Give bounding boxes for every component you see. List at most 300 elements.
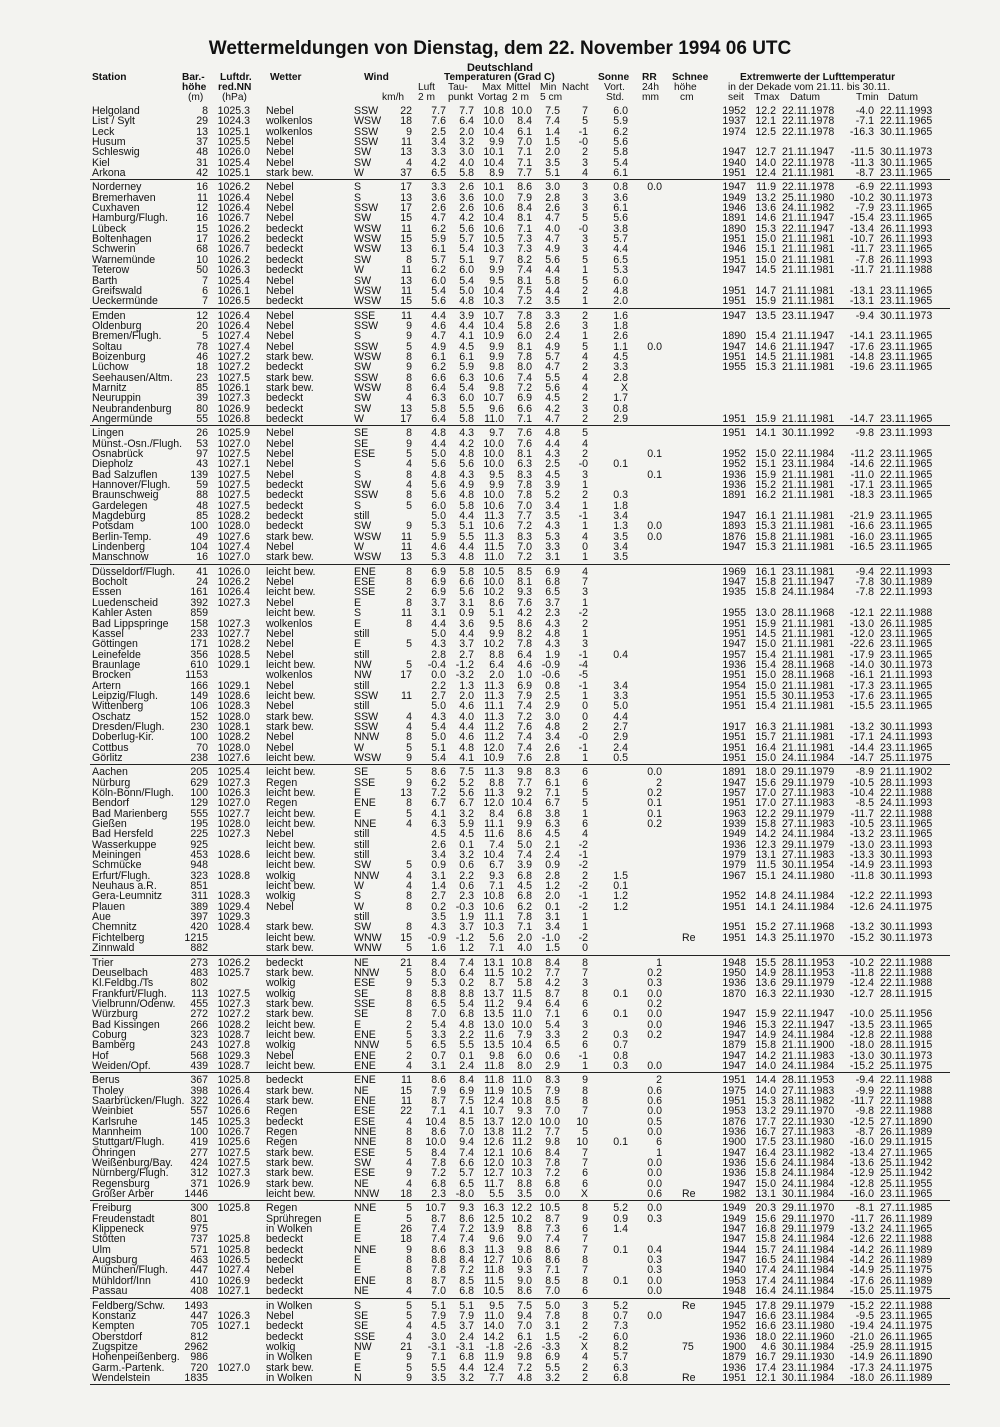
mean-temp-cell: 7.1	[517, 921, 532, 934]
record-since-cell: 1947	[722, 576, 746, 589]
tmax-cell: 16.1	[755, 565, 776, 578]
max-temp-cell: 11.6	[484, 1028, 504, 1041]
air-temp-cell: 3.3	[431, 1028, 446, 1041]
mean-temp-cell: 7.9	[517, 689, 532, 702]
tmax-date-cell: 30.11.1953	[782, 689, 835, 702]
min-temp-cell: 4.4	[545, 437, 560, 450]
sunshine-cell: 5.8	[613, 146, 628, 159]
header-rr2: 24h	[642, 82, 659, 93]
air-temp-cell: 3.6	[431, 191, 446, 204]
max-temp-cell: 11.2	[484, 720, 504, 733]
sunshine-cell: 3.5	[613, 530, 628, 543]
mean-temp-cell: 7.8	[517, 350, 532, 363]
wind-direction-cell: still	[354, 828, 370, 841]
max-temp-cell: 6.4	[489, 658, 504, 671]
sunshine-cell: 0.8	[613, 402, 628, 415]
pressure-cell: 1027.7	[217, 807, 250, 820]
tmax-date-cell: 24.11.1984	[782, 1274, 835, 1287]
bar-height-cell: 139	[190, 468, 208, 481]
air-temp-cell: 6.4	[431, 381, 446, 394]
bar-height-cell: 571	[190, 1243, 208, 1256]
ground-min-cell: 1	[582, 499, 588, 512]
station-group	[90, 106, 950, 180]
bar-height-cell: 925	[190, 838, 208, 851]
station-cell: Leipzig/Flugh.	[92, 689, 158, 702]
tmax-date-cell: 24.11.1984	[782, 1177, 835, 1190]
pressure-cell: 1028.0	[217, 741, 250, 754]
wind-direction-cell: ENE	[354, 797, 376, 810]
max-temp-cell: 8.7	[489, 977, 504, 990]
tmin-date-cell: 23.11.1965	[880, 818, 933, 831]
tmax-date-cell: 21.11.1947	[782, 340, 835, 353]
sunshine-cell: 0.9	[613, 1212, 628, 1225]
station-cell: Magdeburg	[92, 510, 146, 523]
table-row	[90, 608, 950, 618]
tmax-date-cell: 24.11.1984	[782, 828, 835, 841]
station-cell: Regensburg	[92, 1177, 150, 1190]
dew-point-cell: 7.4	[459, 1146, 474, 1159]
pressure-cell: 1027.1	[217, 458, 250, 471]
bar-height-cell: 145	[190, 1115, 208, 1128]
max-temp-cell: 10.8	[483, 105, 504, 117]
precipitation-cell: 1	[656, 956, 662, 969]
wind-direction-cell: W	[354, 264, 364, 277]
station-cell: Stuttgart/Flugh.	[92, 1136, 165, 1149]
wind-speed-cell: 9	[406, 125, 412, 138]
min-temp-cell: 8.3	[545, 1074, 560, 1087]
pressure-cell: 1027.5	[217, 468, 250, 481]
precipitation-cell: 0.1	[647, 448, 662, 460]
tmax-cell: 15.3	[755, 541, 776, 554]
ground-min-cell: 7	[582, 1264, 588, 1277]
ground-min-cell: 5	[582, 427, 588, 440]
wind-speed-cell: 13	[400, 274, 412, 287]
tmax-date-cell: 23.11.1947	[782, 309, 835, 322]
min-temp-cell: 5.4	[545, 1018, 560, 1031]
pressure-cell: 1028.5	[217, 648, 250, 661]
tmax-cell: 16.4	[755, 1146, 776, 1159]
weather-cell: leicht bew.	[266, 1028, 316, 1041]
sunshine-cell: 5.4	[613, 156, 628, 169]
station-cell: Göttingen	[92, 638, 138, 651]
header-nacht2: Nacht	[562, 82, 589, 93]
tmin-cell: -12.8	[849, 1177, 874, 1190]
wind-direction-cell: E	[354, 1361, 362, 1374]
record-since-cell: 1947	[722, 1008, 746, 1021]
pressure-cell: 1026.5	[217, 1254, 250, 1267]
max-temp-cell: 7.4	[489, 838, 504, 851]
air-temp-cell: 5.8	[431, 402, 446, 415]
tmin-cell: -12.1	[849, 607, 874, 620]
ground-min-cell: 3	[582, 586, 588, 599]
tmax-date-cell: 22.11.1978	[782, 181, 835, 194]
tmax-cell: 16.4	[755, 1285, 776, 1298]
tmin-date-cell: 23.11.1965	[880, 350, 933, 363]
min-temp-cell: 0.8	[545, 679, 560, 692]
table-row	[90, 265, 950, 275]
air-temp-cell: 8.6	[431, 1126, 446, 1138]
min-temp-cell: 8.4	[545, 1146, 560, 1159]
sunshine-cell: 7.3	[613, 1320, 628, 1333]
bar-height-cell: 16	[196, 551, 208, 564]
record-since-cell: 1975	[722, 1084, 746, 1097]
station-cell: Potsdam	[92, 520, 134, 533]
station-group	[90, 1203, 950, 1298]
tmax-date-cell: 21.11.1947	[782, 576, 835, 589]
weather-cell: Nebel	[266, 541, 294, 554]
min-temp-cell: 5.5	[545, 1361, 560, 1374]
pressure-cell: 1028.7	[217, 1028, 250, 1041]
dew-point-cell: 5.6	[459, 222, 474, 235]
mean-temp-cell: 7.6	[517, 427, 532, 440]
mean-temp-cell: 8.5	[517, 565, 532, 578]
pressure-cell: 1025.8	[217, 1074, 250, 1087]
wind-speed-cell: 5	[406, 1299, 412, 1312]
tmax-date-cell: 21.11.1981	[782, 520, 835, 533]
tmin-cell: -9.4	[855, 309, 874, 322]
tmax-cell: 14.0	[755, 1084, 776, 1097]
tmin-date-cell: 24.11.1975	[880, 900, 933, 913]
tmax-date-cell: 24.11.1984	[782, 1028, 835, 1041]
wind-direction-cell: NNW	[354, 731, 380, 744]
station-group	[90, 767, 950, 955]
bar-height-cell: 610	[190, 658, 208, 671]
max-temp-cell: 12.7	[483, 1254, 504, 1267]
ground-min-cell: 3	[582, 638, 588, 651]
precipitation-cell: 1	[656, 1146, 662, 1159]
weather-cell: Nebel	[266, 576, 294, 589]
station-cell: Neuruppin	[92, 392, 141, 405]
min-temp-cell: 7.4	[545, 1233, 560, 1246]
sunshine-cell: 6.1	[613, 167, 628, 180]
min-temp-cell: 3.1	[545, 551, 560, 564]
tmin-cell: -10.0	[849, 1008, 874, 1021]
mean-temp-cell: 8.6	[517, 1285, 532, 1298]
tmax-cell: 15.8	[755, 1039, 776, 1052]
tmax-date-cell: 21.11.1981	[782, 638, 835, 651]
tmax-cell: 15.2	[755, 479, 776, 492]
record-since-cell: 1951	[722, 797, 746, 810]
bar-height-cell: 85	[196, 510, 208, 523]
record-since-cell: 1951	[722, 233, 746, 246]
ground-min-cell: -0	[578, 136, 588, 149]
max-temp-cell: 11.3	[484, 787, 504, 799]
weather-cell: bedeckt	[266, 520, 304, 533]
record-since-cell: 1947	[722, 340, 746, 353]
bar-height-cell: 463	[190, 1254, 208, 1267]
weather-cell: stark bew.	[266, 381, 314, 394]
wind-speed-cell: 22	[400, 105, 412, 117]
tmin-cell: -10.5	[849, 776, 874, 789]
tmax-date-cell: 23.11.1984	[782, 1361, 835, 1374]
tmin-date-cell: 22.11.1988	[880, 1074, 933, 1087]
wind-speed-cell: 26	[400, 1223, 412, 1236]
ground-min-cell: X	[580, 1340, 588, 1353]
air-temp-cell: 5.6	[431, 479, 446, 492]
weather-cell: leicht bew.	[266, 931, 316, 944]
mean-temp-cell: 8.0	[517, 1059, 532, 1072]
mean-temp-cell: 7.4	[517, 371, 532, 384]
weather-cell: Nebel	[266, 1049, 294, 1062]
ground-min-cell: 2	[582, 617, 588, 630]
tmax-date-cell: 30.11.1992	[782, 427, 835, 440]
dew-point-cell: 4.5	[459, 828, 474, 841]
pressure-cell: 1025.1	[217, 125, 250, 138]
bar-height-cell: 13	[196, 125, 208, 138]
max-temp-cell: 10.6	[483, 520, 504, 533]
min-temp-cell: 3.3	[545, 1028, 560, 1041]
record-since-cell: 1891	[722, 766, 746, 779]
min-temp-cell: 2.1	[545, 838, 560, 851]
pressure-cell: 1027.3	[217, 596, 250, 609]
max-temp-cell: 7.1	[489, 880, 504, 893]
pressure-cell: 1027.6	[217, 530, 250, 543]
ground-min-cell: 6	[582, 1177, 588, 1190]
air-temp-cell: 8.0	[431, 966, 446, 979]
min-temp-cell: 0.1	[545, 900, 560, 913]
station-cell: Husum	[92, 136, 126, 149]
pressure-cell: 1026.4	[217, 202, 250, 215]
station-cell: Bocholt	[92, 576, 128, 589]
air-temp-cell: 7.2	[431, 787, 446, 799]
tmin-date-cell: 23.11.1965	[880, 700, 933, 713]
mean-temp-cell: 7.7	[517, 510, 532, 523]
min-temp-cell: 2.8	[545, 191, 560, 204]
pressure-cell: 1026.0	[217, 565, 250, 578]
weather-cell: bedeckt	[266, 956, 304, 969]
weather-cell: Nebel	[266, 828, 294, 841]
max-temp-cell: 16.3	[483, 1202, 504, 1215]
bar-height-cell: 737	[190, 1233, 208, 1246]
min-temp-cell: -0.9	[541, 658, 560, 671]
wind-speed-cell: 5	[406, 966, 412, 979]
station-cell: Warnemünde	[92, 253, 156, 266]
wind-direction-cell: WSW	[354, 284, 382, 297]
station-cell: Kempten	[92, 1320, 135, 1333]
station-cell: Leinefelde	[92, 648, 141, 661]
record-since-cell: 1870	[722, 987, 746, 1000]
wind-speed-cell: 4	[406, 1115, 412, 1128]
tmin-date-cell: 22.11.1965	[880, 458, 933, 471]
min-temp-cell: 10.0	[539, 1115, 560, 1128]
station-cell: Bad Kissingen	[92, 1018, 160, 1031]
station-cell: Schwerin	[92, 243, 136, 256]
mean-temp-cell: 8.3	[517, 468, 532, 481]
pressure-cell: 1027.4	[217, 340, 250, 353]
dew-point-cell: -1.2	[455, 931, 474, 944]
wind-direction-cell: still	[354, 510, 370, 523]
record-since-cell: 1951	[722, 295, 746, 308]
mean-temp-cell: 8.4	[517, 115, 532, 128]
pressure-cell: 1027.2	[217, 350, 250, 363]
tmax-cell: 16.1	[755, 510, 776, 523]
wind-direction-cell: SW	[354, 253, 372, 266]
bar-height-cell: 104	[190, 541, 208, 554]
wind-direction-cell: WSW	[354, 530, 382, 543]
station-cell: Greifswald	[92, 284, 143, 297]
tmax-cell: 15.9	[755, 1008, 776, 1021]
tmin-cell: -12.5	[849, 1115, 874, 1128]
mean-temp-cell: 7.6	[517, 596, 532, 609]
pressure-cell: 1027.0	[217, 1361, 250, 1374]
air-temp-cell: 4.3	[431, 638, 446, 651]
dew-point-cell: 2.4	[459, 1059, 474, 1072]
station-cell: Doberlug-Kir.	[92, 731, 154, 744]
tmax-cell: 15.1	[755, 869, 776, 882]
station-cell: Aue	[92, 911, 111, 924]
wind-direction-cell: ESE	[354, 576, 376, 589]
tmax-cell: 16.3	[755, 720, 776, 733]
tmin-date-cell: 27.11.1985	[880, 1202, 933, 1215]
dew-point-cell: 7.9	[459, 1309, 474, 1322]
tmax-date-cell: 23.11.1984	[782, 458, 835, 471]
record-since-cell: 1957	[722, 787, 746, 799]
min-temp-cell: 0.9	[545, 859, 560, 872]
station-cell: Weinbiet	[92, 1105, 134, 1118]
tmin-date-cell: 22.11.1988	[880, 966, 933, 979]
ground-min-cell: 1	[582, 551, 588, 564]
tmax-date-cell: 21.11.1981	[782, 541, 835, 554]
min-temp-cell: 8.5	[545, 1274, 560, 1287]
tmax-date-cell: 22.11.1930	[782, 1115, 835, 1128]
sunshine-cell: 0.7	[613, 1039, 628, 1052]
wind-direction-cell: S	[354, 330, 362, 343]
record-since-cell: 1951	[722, 700, 746, 713]
dew-point-cell: 4.8	[459, 489, 474, 502]
record-since-cell: 1935	[722, 586, 746, 599]
air-temp-cell: 2.3	[431, 1188, 446, 1201]
tmin-date-cell: 26.11.1993	[880, 233, 933, 246]
dew-point-cell: 5.1	[459, 253, 474, 266]
record-since-cell: 1951	[722, 617, 746, 630]
ground-min-cell: 4	[582, 530, 588, 543]
sunshine-cell: 3.4	[613, 679, 628, 692]
ground-min-cell: -1	[578, 890, 588, 903]
max-temp-cell: 11.8	[484, 1059, 504, 1072]
weather-cell: leicht bew.	[266, 849, 316, 862]
sunshine-cell: 1.7	[613, 392, 628, 405]
min-temp-cell: 1.9	[545, 648, 560, 661]
tmin-date-cell: 22.11.1965	[880, 468, 933, 481]
bar-height-cell: 812	[190, 1330, 208, 1343]
bar-height-cell: 37	[196, 136, 208, 149]
dew-point-cell: 8.3	[459, 1243, 474, 1256]
station-cell: Berus	[92, 1074, 120, 1087]
pressure-cell: 1026.9	[217, 1177, 250, 1190]
tmax-cell: 17.5	[755, 1136, 776, 1149]
mean-temp-cell: 8.1	[517, 212, 532, 225]
tmax-cell: 14.0	[755, 156, 776, 169]
station-cell: Großer Arber	[92, 1188, 154, 1201]
dew-point-cell: 5.4	[459, 274, 474, 287]
wind-direction-cell: NNE	[354, 818, 377, 831]
wind-direction-cell: ESE	[354, 1146, 376, 1159]
air-temp-cell: 5.0	[431, 627, 446, 640]
weather-cell: Nebel	[266, 437, 294, 450]
wind-direction-cell: SSE	[354, 776, 376, 789]
dew-point-cell: 2.6	[459, 181, 474, 194]
tmin-cell: -14.6	[849, 458, 874, 471]
weather-cell: stark bew.	[266, 350, 314, 363]
mean-temp-cell: 6.3	[517, 458, 532, 471]
dew-point-cell: 0.6	[459, 880, 474, 893]
sunshine-cell: 6.5	[613, 253, 628, 266]
max-temp-cell: 10.0	[483, 576, 504, 589]
tmin-date-cell: 25.11.1975	[880, 1264, 933, 1277]
dew-point-cell: 4.1	[459, 751, 474, 764]
pressure-cell: 1028.2	[217, 731, 250, 744]
min-temp-cell: 8.7	[545, 1212, 560, 1225]
ground-min-cell: -2	[578, 838, 588, 851]
wind-direction-cell: NW	[354, 658, 372, 671]
pressure-cell: 1028.2	[217, 638, 250, 651]
max-temp-cell: 9.7	[489, 253, 504, 266]
wind-speed-cell: 18	[400, 1188, 412, 1201]
bar-height-cell: 392	[190, 596, 208, 609]
dew-point-cell: 9.3	[459, 1202, 474, 1215]
tmin-date-cell: 23.11.1993	[880, 859, 933, 872]
tmin-cell: -9.5	[855, 1309, 874, 1322]
air-temp-cell: 7.8	[431, 1264, 446, 1277]
mean-temp-cell: -2.6	[513, 1340, 532, 1353]
bar-height-cell: 55	[196, 412, 208, 425]
record-since-cell: 1949	[722, 191, 746, 204]
max-temp-cell: 9.7	[489, 427, 504, 440]
wind-direction-cell: ESE	[354, 448, 376, 460]
dew-point-cell: 2.7	[459, 648, 474, 661]
station-cell: Brocken	[92, 669, 131, 682]
station-cell: Barth	[92, 274, 118, 287]
weather-cell: bedeckt	[266, 1233, 304, 1246]
ground-min-cell: 5	[582, 340, 588, 353]
tmin-cell: -9.8	[855, 427, 874, 440]
air-temp-cell: 8.4	[431, 1146, 446, 1159]
tmax-cell: 16.8	[755, 1223, 776, 1236]
wind-speed-cell: 5	[406, 658, 412, 671]
precipitation-cell: 0.2	[647, 966, 662, 979]
weather-cell: leicht bew.	[266, 766, 316, 779]
tmax-cell: 12.5	[755, 125, 776, 138]
mean-temp-cell: 6.8	[517, 807, 532, 820]
tmin-cell: -18.0	[849, 1371, 874, 1384]
tmin-cell: -14.9	[849, 1351, 874, 1364]
air-temp-cell: 6.2	[431, 776, 446, 789]
tmin-cell: -19.4	[849, 1320, 874, 1333]
header-min2: Min	[540, 82, 557, 93]
tmin-date-cell: 23.11.1965	[880, 489, 933, 502]
wind-direction-cell: SSW	[354, 720, 379, 733]
min-temp-cell: 3.2	[545, 1371, 560, 1384]
sunshine-cell: 5.2	[613, 1202, 628, 1215]
weather-cell: Regen	[266, 1202, 298, 1215]
bar-height-cell: 233	[190, 627, 208, 640]
bar-height-cell: 453	[190, 849, 208, 862]
air-temp-cell: -3.1	[427, 1340, 446, 1353]
tmin-cell: -15.2	[849, 931, 874, 944]
max-temp-cell: 11.3	[484, 1243, 504, 1256]
station-cell: Braunlage	[92, 658, 141, 671]
record-since-cell: 1951	[722, 627, 746, 640]
wind-speed-cell: 5	[406, 638, 412, 651]
wind-speed-cell: 8	[406, 565, 412, 578]
wind-speed-cell: 9	[406, 1351, 412, 1364]
air-temp-cell: 7.8	[431, 1157, 446, 1170]
dew-point-cell: 5.8	[459, 412, 474, 425]
station-cell: Stötten	[92, 1233, 126, 1246]
max-temp-cell: 13.7	[483, 1115, 504, 1128]
ground-min-cell: 4	[582, 381, 588, 394]
max-temp-cell: 5.1	[489, 607, 504, 620]
